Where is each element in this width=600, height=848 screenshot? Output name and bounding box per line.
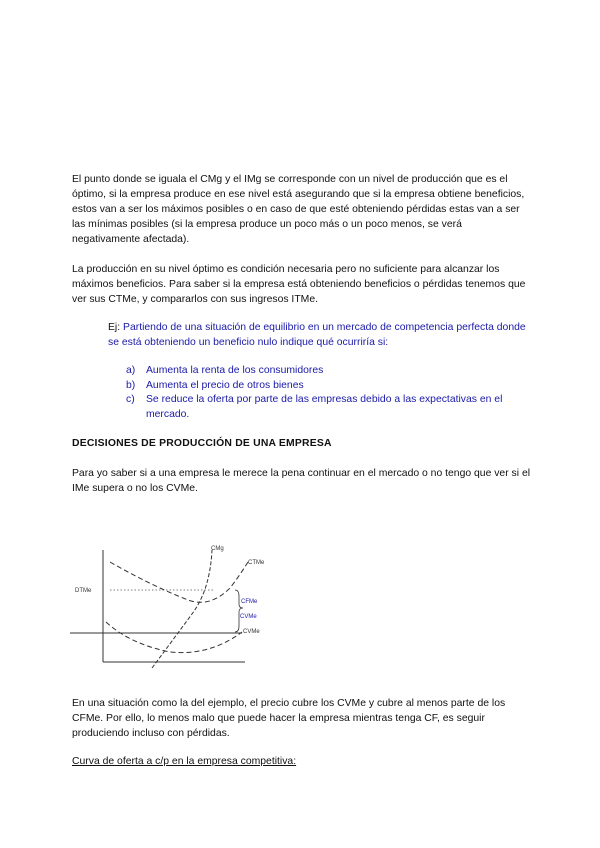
paragraph-ime-cvme: Para yo saber si a una empresa le merece la pena continuar en el mercado o no tengo que ver si el IMe supera o no los CVMe. [72,468,531,494]
section-heading: DECISIONES DE PRODUCCIÓN DE UNA EMPRESA [72,438,332,449]
list-item-text: Aumenta la renta de los consumidores [146,365,324,376]
list-item-text: Se reduce la oferta por parte de las empresas debido a las expectativas en el mercado. [146,394,503,420]
subheading-supply-curve: Curva de oferta a c/p en la empresa competitiva: [72,756,297,767]
cvme-label: CVMe [243,629,260,635]
cmg-label: CMg [211,546,224,552]
example-list [126,364,536,422]
cvme-brace-label: CVMe [240,614,257,620]
example-prefix: Ej: [108,322,121,333]
dtme-label: DTMe [75,588,92,594]
cfme-label: CFMe [241,599,258,605]
paragraph-optimal-production: La producción en su nivel óptimo es condición necesaria pero no suficiente para alcanzar los máximos beneficios. Para saber si la empresa está obteniendo beneficios o pérdidas tenemos que ver sus CTMe, y compararlos con sus ingresos ITMe. [72,264,526,305]
list-marker: c) [126,394,135,405]
paragraph-cmg-img: El punto donde se iguala el CMg y el IMg se corresponde con un nivel de producción que es el óptimo, si la empresa produce en ese nivel está asegurando que si la empresa obtiene beneficios, estos van a ser los máximos posibles o en caso de que esté obteniendo pérdidas estas van a ser las mínimas posibles (si la empresa produce un poco más o un poco menos, se verá negativamente afectada). [72,174,525,245]
list-item [126,364,536,379]
paragraph-example-conclusion: En una situación como la del ejemplo, el precio cubre los CVMe y cubre al menos parte de los CFMe. Por ello, lo menos malo que puede hacer la empresa mientras tenga CF, es seguir produciendo incluso con pérdidas. [72,698,506,739]
list-item-text: Aumenta el precio de otros bienes [146,379,304,391]
list-item [126,379,536,394]
cvme-curve [106,622,242,653]
list-marker: a) [126,365,136,376]
cost-curves-figure [70,540,290,675]
example-text: Partiendo de una situación de equilibrio en un mercado de competencia perfecta donde se está obteniendo un beneficio nulo indique qué ocurriría si: [108,322,526,348]
list-marker: b) [126,379,136,391]
brace [235,590,243,632]
ctme-label: CTMe [248,560,265,566]
list-item [126,393,536,422]
ctme-curve [110,562,248,602]
example-statement [108,320,538,350]
